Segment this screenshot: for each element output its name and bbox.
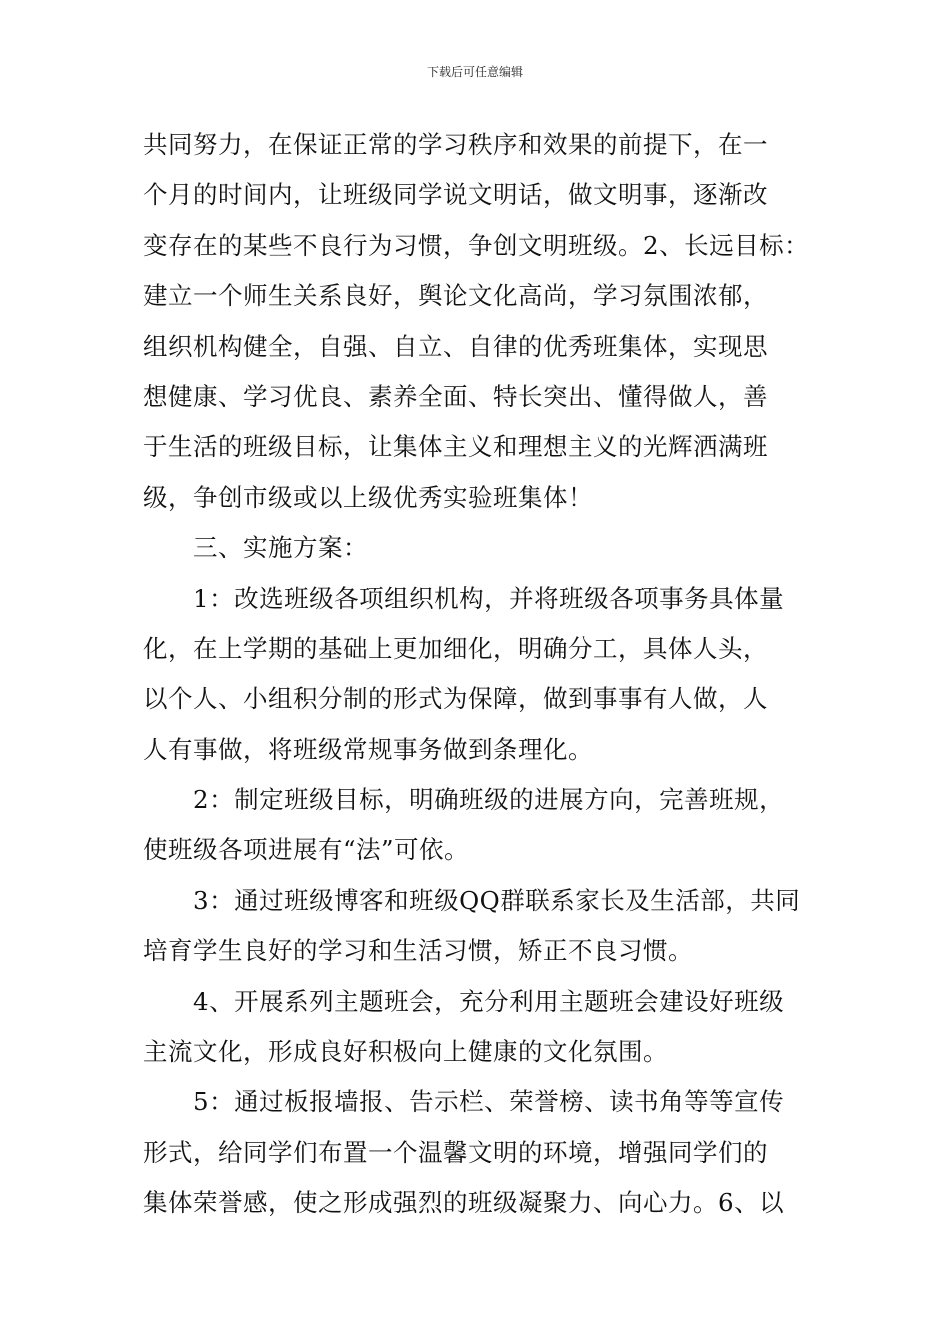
text-line: 以个人、小组积分制的形式为保障，做到事事有人做，人 xyxy=(143,684,768,714)
text-line: 5：通过板报墙报、告示栏、荣誉榜、读书角等等宣传 xyxy=(193,1087,785,1117)
text-line: 变存在的某些不良行为习惯，争创文明班级。2、长远目标： xyxy=(143,230,810,260)
text-line: 1：改选班级各项组织机构，并将班级各项事务具体量 xyxy=(193,583,785,613)
text-line: 想健康、学习优良、素养全面、特长突出、懂得做人，善 xyxy=(143,381,768,411)
text-line: 于生活的班级目标，让集体主义和理想主义的光辉洒满班 xyxy=(143,432,768,462)
text-line: 建立一个师生关系良好，舆论文化高尚，学习氛围浓郁， xyxy=(143,281,768,311)
text-line: 使班级各项进展有“法”可依。 xyxy=(143,835,470,865)
page-header: 下载后可任意编辑 xyxy=(426,65,523,79)
text-line: 集体荣誉感，使之形成强烈的班级凝聚力、向心力。6、以 xyxy=(143,1188,785,1218)
text-line: 3：通过班级博客和班级QQ群联系家长及生活部，共同 xyxy=(193,885,801,915)
text-line: 主流文化，形成良好积极向上健康的文化氛围。 xyxy=(143,1037,668,1067)
text-line: 人有事做，将班级常规事务做到条理化。 xyxy=(143,734,593,764)
text-line: 化，在上学期的基础上更加细化，明确分工，具体人头， xyxy=(143,633,768,663)
text-line: 个月的时间内，让班级同学说文明话，做文明事，逐渐改 xyxy=(143,180,768,210)
text-line: 培育学生良好的学习和生活习惯，矫正不良习惯。 xyxy=(143,936,693,966)
text-line: 级，争创市级或以上级优秀实验班集体！ xyxy=(143,482,593,512)
section-heading: 三、实施方案： xyxy=(193,533,368,563)
text-line: 组织机构健全，自强、自立、自律的优秀班集体，实现思 xyxy=(143,331,768,361)
text-line: 4、开展系列主题班会，充分利用主题班会建设好班级 xyxy=(193,986,785,1016)
text-line: 2：制定班级目标，明确班级的进展方向，完善班规， xyxy=(193,785,785,815)
document-body xyxy=(143,127,823,1236)
text-line: 共同努力，在保证正常的学习秩序和效果的前提下，在一 xyxy=(143,130,768,159)
text-line: 形式，给同学们布置一个温馨文明的环境，增强同学们的 xyxy=(143,1137,768,1167)
